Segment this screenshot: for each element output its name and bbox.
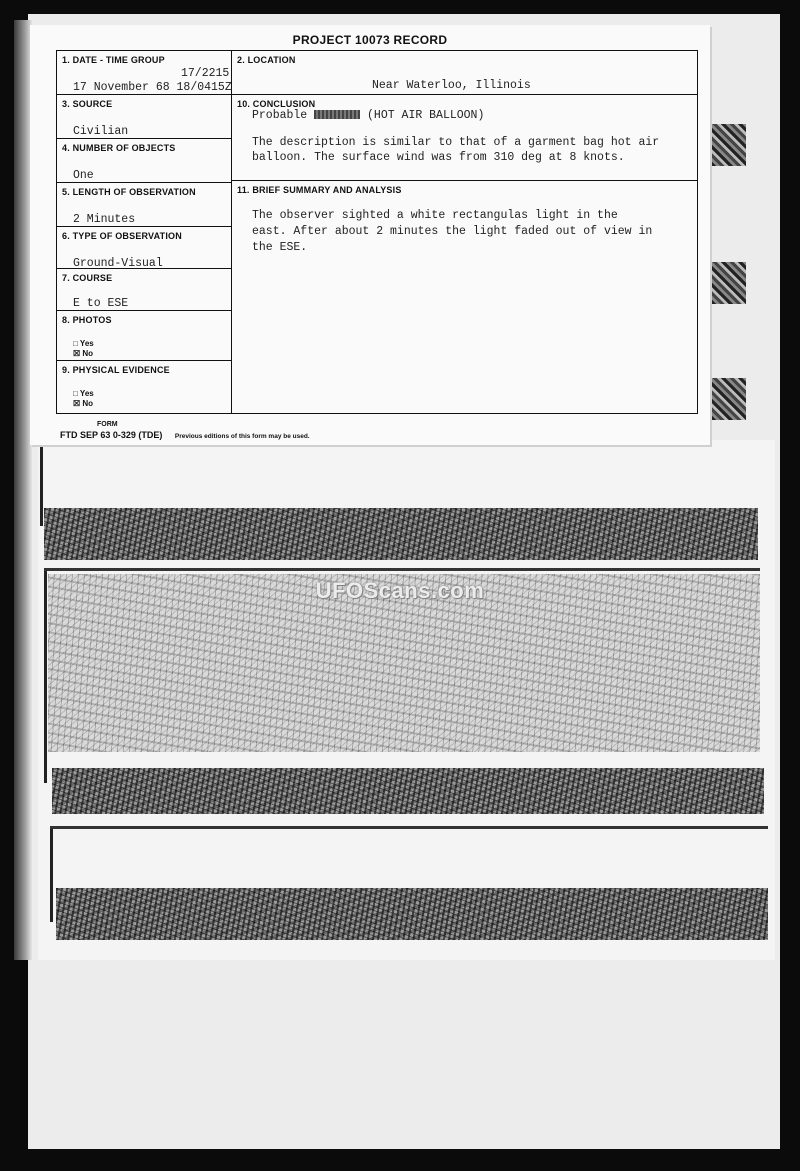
label-location: 2. LOCATION [237, 55, 296, 65]
label-date-time-group: 1. DATE - TIME GROUP [62, 55, 165, 65]
scan-line [40, 446, 43, 526]
photos-yes-option: □ Yes [73, 339, 94, 348]
cell-course [57, 269, 232, 311]
form-title: PROJECT 10073 RECORD [292, 33, 448, 47]
form-footer [60, 430, 310, 440]
label-conclusion: 10. CONCLUSION [237, 99, 316, 109]
clip-mark [712, 262, 746, 304]
scan-line [50, 826, 768, 829]
cell-date-time-group [57, 51, 232, 95]
cell-photos [57, 311, 232, 361]
physical-evidence-no-option: ☒ No [73, 399, 94, 408]
scan-noise-band [52, 768, 764, 814]
physical-evidence-yes-option: □ Yes [73, 389, 94, 398]
label-source: 3. SOURCE [62, 99, 113, 109]
cell-location [232, 51, 697, 95]
scan-line [44, 568, 760, 571]
cell-conclusion [232, 95, 697, 181]
label-summary: 11. BRIEF SUMMARY AND ANALYSIS [237, 185, 402, 195]
clip-mark [712, 124, 746, 166]
value-conclusion-heading: Probable (HOT AIR BALLOON) [252, 109, 485, 122]
watermark: UFOScans.com [315, 578, 485, 603]
value-number-of-objects: One [73, 169, 94, 182]
cell-source [57, 95, 232, 139]
value-date: 17 November 68 18/0415Z [73, 81, 232, 94]
value-time: 17/2215 [181, 67, 230, 80]
record-form [56, 50, 698, 414]
label-type-of-observation: 6. TYPE OF OBSERVATION [62, 231, 182, 241]
photos-no-option: ☒ No [73, 349, 94, 358]
redaction-mark [314, 110, 360, 119]
value-conclusion-text: The description is similar to that of a garment bag hot air balloon. The surface wind was from 310 deg at 8 knots. [252, 136, 660, 164]
footer-note: Previous editions of this form may be used. [174, 433, 310, 440]
value-type-of-observation: Ground-Visual [73, 257, 163, 270]
footer-form-word: FORM [97, 421, 118, 428]
scan-noise-band [44, 508, 758, 560]
cell-physical-evidence [57, 361, 232, 413]
value-summary-text: The observer sighted a white rectangulas light in the east. After about 2 minutes the light faded out of view in the ESE. [252, 209, 653, 254]
scan-noise-band [56, 888, 768, 940]
cell-summary [232, 181, 697, 413]
value-source: Civilian [73, 125, 129, 138]
value-course: E to ESE [73, 297, 129, 310]
label-length-of-observation: 5. LENGTH OF OBSERVATION [62, 187, 196, 197]
cell-number-of-objects [57, 139, 232, 183]
value-location: Near Waterloo, Illinois [372, 79, 531, 92]
cell-length-of-observation [57, 183, 232, 227]
scan-line [50, 826, 53, 922]
footer-code: FTD SEP 63 0-329 (TDE) [60, 430, 163, 440]
label-photos: 8. PHOTOS [62, 315, 112, 325]
clip-mark [712, 378, 746, 420]
cell-type-of-observation [57, 227, 232, 269]
value-length-of-observation: 2 Minutes [73, 213, 136, 226]
label-number-of-objects: 4. NUMBER OF OBJECTS [62, 143, 176, 153]
label-course: 7. COURSE [62, 273, 113, 283]
label-physical-evidence: 9. PHYSICAL EVIDENCE [62, 365, 170, 375]
